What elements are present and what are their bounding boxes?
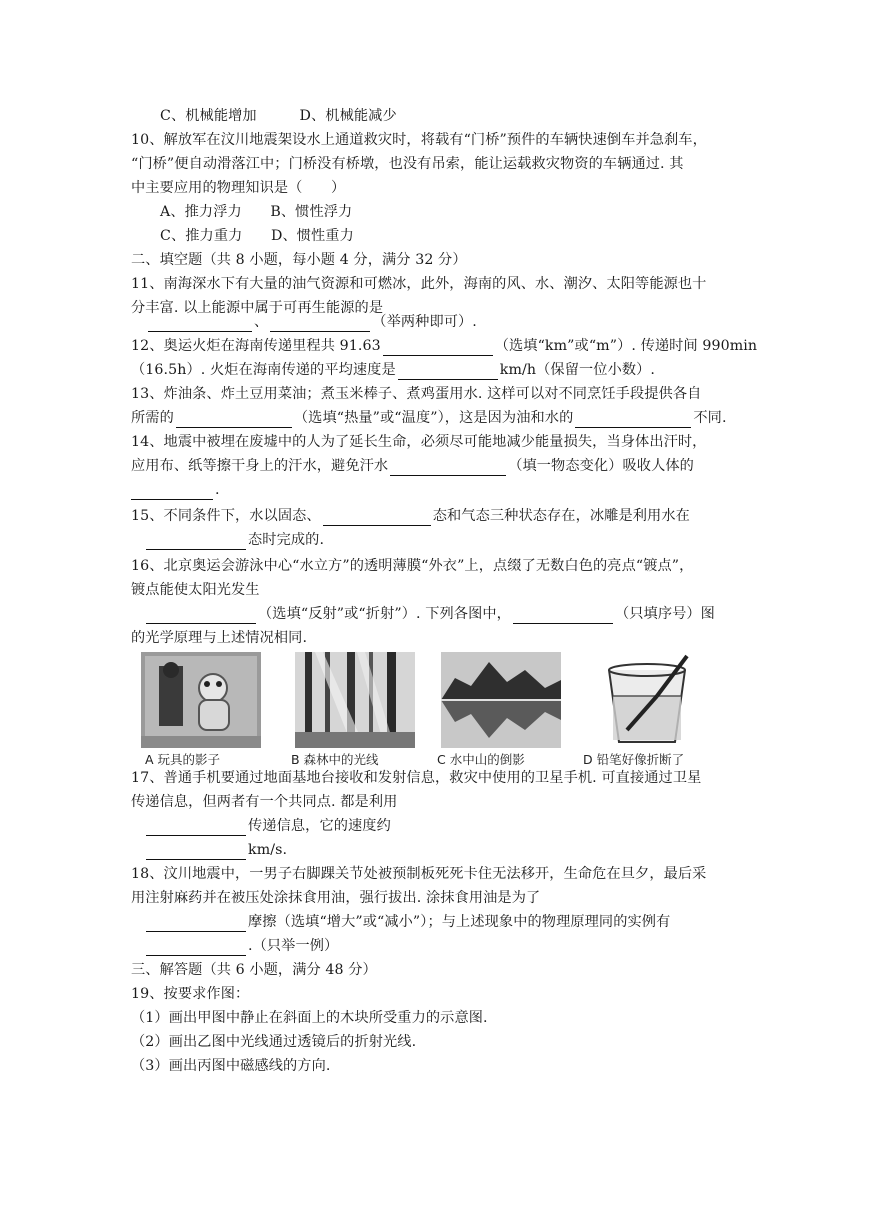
answer-blank[interactable] — [148, 316, 252, 332]
answer-blank[interactable] — [146, 940, 246, 956]
q15-text-2: 态时完成的. — [146, 530, 324, 550]
q14-text-1: 14、地震中被埋在废墟中的人为了延长生命，必须尽可能地减少能量损失，当身体出汗时， — [131, 434, 707, 450]
q14-text-2: 应用布、纸等擦干身上的汗水，避免汗水 （填一物态变化）吸收人体的 — [131, 458, 694, 474]
forest-light-image — [295, 652, 415, 748]
q13-text-1: 13、炸油条、炸土豆用菜油；煮玉米棒子、煮鸡蛋用水. 这样可以对不同烹饪手段提供各自 — [131, 386, 702, 402]
q11-text-2: 分丰富. 以上能源中属于可再生能源的是 — [131, 300, 384, 316]
answer-blank[interactable] — [146, 608, 256, 624]
section-2-heading: 二、填空题（共 8 小题，每小题 4 分，满分 32 分） — [131, 252, 467, 268]
q11-answer-line: 、 （举两种即可）. — [146, 312, 477, 332]
toy-shadow-image — [141, 652, 261, 748]
q19-part-2: （2）画出乙图中光线通过透镜后的折射光线. — [131, 1034, 417, 1050]
q18-text-3: 摩擦（选填“增大”或“减小”）；与上述现象中的物理原理同的实例有 — [146, 912, 670, 932]
q17-text-1: 17、普通手机要通过地面基地台接收和发射信息，救灾中使用的卫星手机. 可直接通过卫星 — [131, 770, 702, 786]
q10-options-cd: C、推力重力 D、惯性重力 — [160, 228, 354, 244]
q18-text-2: 用注射麻药并在被压处涂抹食用油，强行拔出. 涂抹食用油是为了 — [131, 890, 541, 906]
q19-part-1: （1）画出甲图中静止在斜面上的木块所受重力的示意图. — [131, 1010, 488, 1026]
answer-blank[interactable] — [146, 534, 246, 550]
q11-text-1: 11、南海深水下有大量的油气资源和可燃冰，此外，海南的风、水、潮汐、太阳等能源也十 — [131, 276, 707, 292]
answer-blank[interactable] — [146, 916, 246, 932]
caption-a: A 玩具的影子 — [145, 752, 221, 767]
caption-c: C 水中山的倒影 — [437, 752, 525, 767]
mountain-reflection-image — [441, 652, 561, 748]
answer-blank[interactable] — [270, 316, 370, 332]
q19-heading: 19、按要求作图： — [131, 986, 250, 1002]
q15-text-1: 15、不同条件下，水以固态、 态和气态三种状态存在，冰雕是利用水在 — [131, 508, 690, 524]
q17-text-2: 传递信息，但两者有一个共同点. 都是利用 — [131, 794, 398, 810]
answer-blank[interactable] — [513, 608, 613, 624]
pencil-in-water-image — [587, 652, 707, 748]
answer-blank[interactable] — [398, 364, 498, 380]
q9-options-cd: C、机械能增加 D、机械能减少 — [160, 108, 397, 124]
q16-text-2: 镀点能使太阳光发生 — [131, 582, 260, 598]
q10-text-1: 10、解放军在汶川地震架设水上通道救灾时，将载有“门桥”预件的车辆快速倒车并急刹车， — [131, 132, 707, 148]
q16-text-1: 16、北京奥运会游泳中心“水立方”的透明薄膜“外衣”上，点缀了无数白色的亮点“镀点”， — [131, 558, 694, 574]
caption-b: B 森林中的光线 — [291, 752, 379, 767]
q16-text-4: 的光学原理与上述情况相同. — [131, 630, 308, 646]
q12-text-2: （16.5h）. 火炬在海南传递的平均速度是 km/h（保留一位小数）. — [131, 362, 656, 378]
q18-text-1: 18、汶川地震中，一男子右脚踝关节处被预制板死死卡住无法移开，生命危在旦夕，最后采 — [131, 866, 707, 882]
answer-blank[interactable] — [131, 484, 213, 500]
q17-text-4: km/s. — [146, 840, 287, 860]
q16-figures — [131, 652, 735, 774]
q17-text-3: 传递信息，它的速度约 — [146, 816, 391, 836]
q19-part-3: （3）画出丙图中磁感线的方向. — [131, 1058, 331, 1074]
answer-blank[interactable] — [575, 412, 691, 428]
answer-blank[interactable] — [383, 340, 493, 356]
answer-blank[interactable] — [390, 460, 506, 476]
q16-text-3: （选填“反射”或“折射”）. 下列各图中， （只填序号）图 — [146, 604, 715, 624]
answer-blank[interactable] — [146, 820, 246, 836]
section-3-heading: 三、解答题（共 6 小题，满分 48 分） — [131, 962, 377, 978]
q10-text-2: “门桥”便自动滑落江中；门桥没有桥墩，也没有吊索，能让运载救灾物资的车辆通过. 其 — [131, 156, 684, 172]
q12-text-1: 12、奥运火炬在海南传递里程共 91.63 （选填“km”或“m”）. 传递时间 990min — [131, 338, 758, 354]
answer-blank[interactable] — [176, 412, 292, 428]
answer-blank[interactable] — [146, 844, 246, 860]
q10-text-3: 中主要应用的物理知识是（ ） — [131, 180, 346, 196]
q10-options-ab: A、推力浮力 B、惯性浮力 — [160, 204, 353, 220]
answer-blank[interactable] — [323, 510, 431, 526]
q18-text-4: .（只举一例） — [146, 936, 338, 956]
q13-text-2: 所需的 （选填“热量”或“温度”），这是因为油和水的 不同. — [131, 410, 727, 426]
q14-text-3: . — [131, 480, 220, 500]
caption-d: D 铅笔好像折断了 — [583, 752, 685, 767]
